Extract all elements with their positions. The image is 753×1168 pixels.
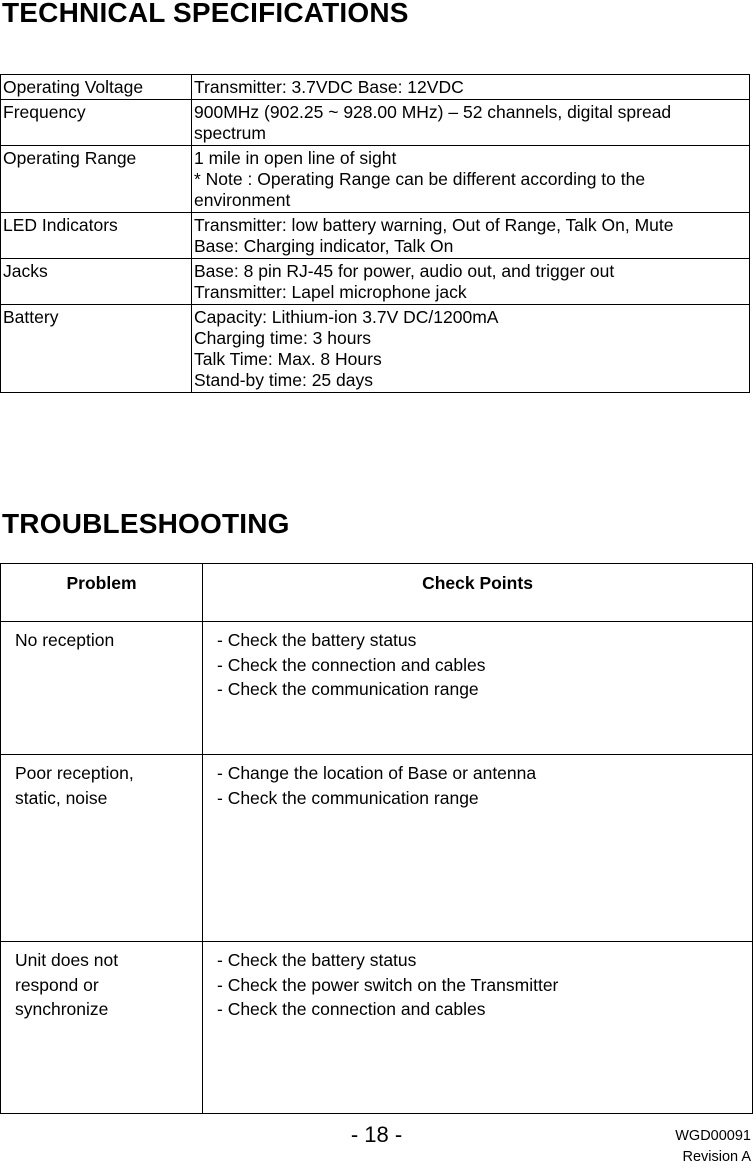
spec-value (192, 213, 750, 259)
check-point: - Check the connection and cables (217, 654, 486, 675)
troubleshooting-heading: TROUBLESHOOTING (2, 508, 290, 539)
spec-line: Transmitter: 3.7VDC Base: 12VDC (194, 77, 464, 97)
table-row (1, 942, 753, 1114)
spec-line: Stand-by time: 25 days (194, 370, 373, 390)
spec-label: Operating Range (1, 146, 192, 213)
spec-row-battery (1, 305, 750, 393)
check-points-column-header: Check Points (203, 564, 753, 622)
spec-label: Frequency (1, 100, 192, 146)
spec-label: Jacks (1, 259, 192, 305)
check-point: - Change the location of Base or antenna (217, 763, 537, 783)
problem-cell (1, 755, 203, 942)
revision-label: Revision A (682, 1149, 751, 1165)
spec-line: Capacity: Lithium-ion 3.7V DC/1200mA (194, 307, 499, 327)
problem-cell (1, 942, 203, 1114)
table-row (1, 622, 753, 755)
problem-line: respond or (15, 974, 99, 995)
page-number: - 18 - (350, 1122, 403, 1147)
spec-value (192, 259, 750, 305)
spec-label: LED Indicators (1, 213, 192, 259)
spec-line: Base: 8 pin RJ-45 for power, audio out, and trigger out (194, 261, 615, 281)
problem-line: synchronize (15, 999, 109, 1019)
spec-row-operating-range (1, 146, 750, 213)
table-header-row (1, 564, 753, 622)
spec-line: Talk Time: Max. 8 Hours (194, 349, 382, 369)
problem-column-header: Problem (1, 564, 203, 622)
spec-value (192, 146, 750, 213)
spec-row-operating-voltage (1, 75, 750, 100)
troubleshooting-table (0, 563, 753, 1114)
table-row (1, 755, 753, 942)
check-point: - Check the power switch on the Transmitter (217, 974, 559, 995)
spec-line: Transmitter: Lapel microphone jack (194, 282, 467, 302)
document-code (675, 1126, 751, 1168)
spec-label: Operating Voltage (1, 75, 192, 100)
check-point: - Check the communication range (217, 679, 479, 699)
check-point: - Check the battery status (217, 950, 417, 970)
specifications-heading: TECHNICAL SPECIFICATIONS (2, 0, 409, 28)
document-id: WGD00091 (675, 1128, 751, 1144)
spec-line: 1 mile in open line of sight (194, 148, 397, 168)
spec-row-frequency (1, 100, 750, 146)
problem-line: No reception (15, 630, 115, 650)
spec-line: Base: Charging indicator, Talk On (194, 236, 454, 256)
check-point: - Check the communication range (217, 787, 479, 808)
problem-line: Unit does not (15, 950, 119, 970)
check-point: - Check the connection and cables (217, 999, 486, 1019)
problem-line: static, noise (15, 787, 108, 808)
problem-cell (1, 622, 203, 755)
spec-row-led-indicators (1, 213, 750, 259)
specifications-table (0, 74, 750, 393)
check-points-cell (203, 622, 753, 755)
spec-line: * Note : Operating Range can be different according to the environment (194, 169, 646, 210)
check-points-cell (203, 942, 753, 1114)
check-points-cell (203, 755, 753, 942)
spec-label: Battery (1, 305, 192, 393)
spec-value (192, 75, 750, 100)
spec-value (192, 305, 750, 393)
spec-row-jacks (1, 259, 750, 305)
check-point: - Check the battery status (217, 630, 417, 650)
spec-value: 900MHz (902.25 ~ 928.00 MHz) – 52 channels, digital spread spectrum (192, 100, 750, 146)
problem-line: Poor reception, (15, 763, 134, 783)
spec-line: Charging time: 3 hours (194, 328, 372, 348)
spec-line: Transmitter: low battery warning, Out of Range, Talk On, Mute (194, 215, 674, 235)
